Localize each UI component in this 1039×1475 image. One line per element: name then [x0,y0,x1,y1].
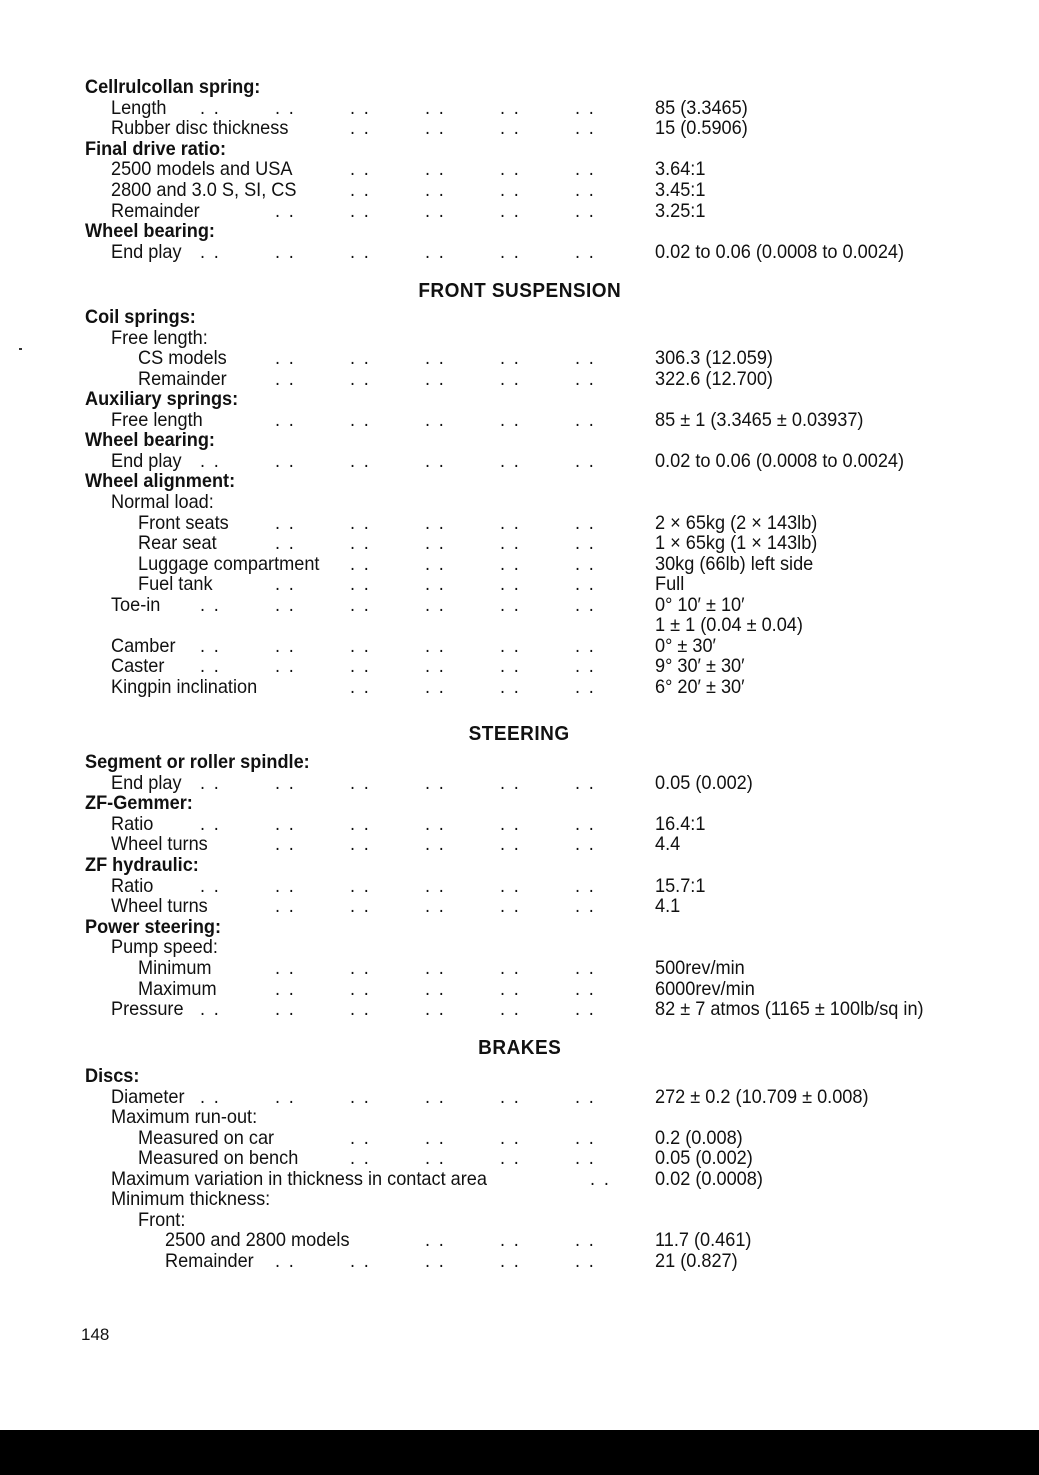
spec-value: 272 ± 0.2 (10.709 ± 0.008) [654,1085,869,1108]
dot-leader: . . [424,199,446,222]
dot-leader: . . [274,655,296,678]
dot-leader: . . [574,199,596,222]
scan-border-bar [0,1430,1039,1475]
spec-value: 306.3 (12.059) [654,347,773,370]
dot-leader: . . [349,1147,371,1169]
dot-leader: . . [499,199,521,222]
spec-row [0,1128,966,1149]
spec-row [0,98,966,119]
dot-leader: . . [424,96,446,119]
dot-leader: . . [574,449,596,472]
spec-label: Free length: [110,326,208,349]
spec-row [0,180,966,201]
spec-value: 11.7 (0.461) [654,1229,752,1251]
spec-label: Fuel tank [137,573,213,596]
spec-heading: Power steering: [84,915,222,938]
dot-leader: . . [424,634,446,657]
dot-leader: . . [499,511,521,534]
dot-leader: . . [274,449,296,472]
spec-label: Rubber disc thickness [110,117,289,140]
spec-value: 0.05 (0.002) [654,1147,753,1169]
spec-value: 322.6 (12.700) [654,367,773,390]
page-number: 148 [81,1325,110,1344]
spec-label: 2800 and 3.0 S, SI, CS [110,179,297,201]
dot-leader: . . [424,408,446,431]
spec-value: 500rev/min [654,957,745,979]
spec-value: 1 ± 1 (0.04 ± 0.04) [654,614,803,637]
dot-leader: . . [274,977,296,1000]
dot-leader: . . [274,812,296,835]
dot-leader: . . [574,573,596,596]
spec-row [0,834,966,855]
spec-row [0,1169,966,1190]
spec-row [0,574,966,595]
dot-leader: . . [274,874,296,897]
spec-heading-row [0,77,966,98]
spec-row [0,159,966,180]
dot-leader: . . [574,1147,596,1169]
spec-row [0,348,966,369]
spec-heading-row [0,221,966,242]
dot-leader: . . [574,895,596,918]
spec-row [0,513,966,534]
dot-leader: . . [574,771,596,794]
spec-heading: ZF hydraulic: [84,854,199,876]
spec-heading: Discs: [84,1065,140,1087]
dot-leader: . . [499,449,521,472]
spec-heading-row [0,471,966,492]
spec-row [0,814,966,835]
dot-leader: . . [499,1126,521,1149]
dot-leader: . . [349,96,371,119]
spec-row [0,1210,966,1231]
dot-leader: . . [499,977,521,1000]
dot-leader: . . [274,1249,296,1272]
dot-leader: . . [274,957,296,979]
spec-heading-row [0,917,966,938]
spec-row [0,773,966,794]
spec-label: Caster [110,655,165,678]
spec-row [0,896,966,917]
dot-leader: . . [499,240,521,263]
dot-leader: . . [274,998,296,1021]
spec-heading: ZF-Gemmer: [84,792,193,815]
spec-row [0,876,966,897]
dot-leader: . . [574,367,596,390]
spec-label: 2500 and 2800 models [164,1229,350,1251]
dot-leader: . . [274,573,296,596]
spec-row [0,533,966,554]
dot-leader: . . [574,675,596,698]
dot-leader: . . [274,408,296,431]
dot-leader: . . [499,874,521,897]
spec-row [0,615,966,636]
spec-label: End play [110,240,182,263]
spec-value: 0.05 (0.002) [654,771,753,794]
dot-leader: . . [349,449,371,472]
section-title-steering: STEERING [469,723,570,745]
dot-leader: . . [424,895,446,918]
dot-leader: . . [574,1229,596,1251]
spec-value: 30kg (66lb) left side [654,552,814,575]
spec-label: Luggage compartment [137,552,320,575]
dot-leader: . . [424,675,446,698]
section-title-front-suspension: FRONT SUSPENSION [418,280,621,302]
spec-heading-row [0,793,966,814]
dot-leader: . . [424,1249,446,1272]
dot-leader: . . [499,1229,521,1251]
spec-label: Minimum thickness: [110,1188,271,1210]
spec-heading-row [0,430,966,451]
spec-value: 1 × 65kg (1 × 143lb) [654,532,818,555]
spec-heading: Wheel alignment: [84,470,236,493]
spec-row [0,1251,966,1272]
dot-leader: . . [274,367,296,390]
dot-leader: . . [424,158,446,181]
dot-leader: . . [574,96,596,119]
spec-value: 0.02 to 0.06 (0.0008 to 0.0024) [654,449,905,472]
dot-leader: . . [574,1249,596,1272]
spec-value: 0.02 (0.0008) [654,1167,763,1190]
dot-leader: . . [499,833,521,856]
dot-leader: . . [424,240,446,263]
spec-label: Measured on car [137,1126,275,1149]
dot-leader: . . [424,812,446,835]
spec-row [0,1189,966,1210]
spec-row [0,451,966,472]
dot-leader: . . [499,117,521,140]
spec-value: 9° 30′ ± 30′ [654,655,745,678]
spec-value: 0° ± 30′ [654,634,716,657]
dot-leader: . . [199,998,221,1021]
spec-label: Maximum run-out: [110,1106,258,1128]
spec-row [0,554,966,575]
dot-leader: . . [424,511,446,534]
dot-leader: . . [349,573,371,596]
spec-heading-row [0,389,966,410]
dot-leader: . . [274,895,296,918]
spec-label: Camber [110,634,176,657]
dot-leader: . . [424,1147,446,1169]
dot-leader: . . [574,977,596,1000]
dot-leader: . . [574,240,596,263]
spec-label: End play [110,449,182,472]
spec-row [0,958,966,979]
spec-value: 15.7:1 [654,874,706,897]
dot-leader: . . [424,117,446,140]
dot-leader: . . [349,957,371,979]
dot-leader: . . [349,1126,371,1149]
dot-leader: . . [199,593,221,616]
spec-value: Full [654,573,685,596]
spec-label: Normal load: [110,490,214,513]
dot-leader: . . [424,552,446,575]
spec-label: Measured on bench [137,1147,299,1169]
spec-value: 16.4:1 [654,812,706,835]
spec-value: 82 ± 7 atmos (1165 ± 100lb/sq in) [654,998,924,1021]
dot-leader: . . [499,998,521,1021]
dot-leader: . . [349,179,371,201]
dot-leader: . . [274,347,296,370]
dot-leader: . . [199,634,221,657]
dot-leader: . . [349,675,371,698]
dot-leader: . . [499,347,521,370]
dot-leader: . . [349,1085,371,1108]
dot-leader: . . [574,634,596,657]
dot-leader: . . [574,347,596,370]
spec-label: Front: [137,1208,186,1231]
spec-value: 85 (3.3465) [654,96,748,119]
spec-heading: Coil springs: [84,306,196,328]
dot-leader: . . [349,532,371,555]
spec-row [0,1087,966,1108]
dot-leader: . . [349,655,371,678]
dot-leader: . . [574,408,596,431]
dot-leader: . . [574,1126,596,1149]
dot-leader: . . [574,1085,596,1108]
dot-leader: . . [349,874,371,897]
spec-label: Length [110,96,167,119]
dot-leader: . . [424,532,446,555]
spec-row [0,979,966,1000]
spec-row [0,328,966,349]
spec-label: Remainder [164,1249,254,1272]
dot-leader: . . [574,833,596,856]
dot-leader: . . [574,179,596,201]
dot-leader: . . [499,532,521,555]
dot-leader: . . [499,1085,521,1108]
dot-leader: . . [199,449,221,472]
dot-leader: . . [274,96,296,119]
dot-leader: . . [274,833,296,856]
spec-label: Remainder [137,367,227,390]
dot-leader: . . [199,655,221,678]
spec-value: 4.4 [654,833,681,856]
dot-leader: . . [424,977,446,1000]
dot-leader: . . [424,771,446,794]
dot-leader: . . [424,655,446,678]
spec-label: Wheel turns [110,895,208,918]
spec-label: Front seats [137,511,229,534]
dot-leader: . . [574,552,596,575]
dot-leader: . . [349,199,371,222]
dot-leader: . . [349,977,371,1000]
spec-row [0,1230,966,1251]
spec-value: 4.1 [654,895,681,918]
spec-heading: Auxiliary springs: [84,388,239,411]
dot-leader: . . [424,957,446,979]
spec-row [0,656,966,677]
dot-leader: . . [424,593,446,616]
spec-label: Ratio [110,874,154,897]
spec-row [0,410,966,431]
dot-leader: . . [424,367,446,390]
dot-leader: . . [499,593,521,616]
dot-leader: . . [499,1147,521,1169]
dot-leader: . . [590,1167,611,1190]
dot-leader: . . [424,573,446,596]
dot-leader: . . [349,895,371,918]
spec-label: Free length [110,408,203,431]
spec-heading-row [0,855,966,876]
dot-leader: . . [424,347,446,370]
dot-leader: . . [349,347,371,370]
dot-leader: . . [349,552,371,575]
dot-leader: . . [574,655,596,678]
spec-heading: Segment or roller spindle: [84,751,310,773]
spec-heading-row [0,752,966,773]
spec-heading-row [0,1066,966,1087]
dot-leader: . . [274,199,296,222]
dot-leader: . . [574,117,596,140]
spec-label: Pressure [110,998,184,1021]
spec-value: 2 × 65kg (2 × 143lb) [654,511,818,534]
dot-leader: . . [274,634,296,657]
dot-leader: . . [274,240,296,263]
spec-row [0,242,966,263]
dot-leader: . . [424,1085,446,1108]
spec-heading-row [0,139,966,160]
dot-leader: . . [274,1085,296,1108]
dot-leader: . . [499,408,521,431]
spec-value: 85 ± 1 (3.3465 ± 0.03937) [654,408,864,431]
spec-label: End play [110,771,182,794]
dot-leader: . . [499,1249,521,1272]
spec-value: 3.25:1 [654,199,706,222]
spec-row [0,677,966,698]
dot-leader: . . [199,771,221,794]
spec-value: 0.02 to 0.06 (0.0008 to 0.0024) [654,240,905,263]
dot-leader: . . [499,96,521,119]
spec-label: Toe-in [110,593,161,616]
spec-value: 0° 10′ ± 10′ [654,593,745,616]
section-title-brakes: BRAKES [477,1037,562,1059]
dot-leader: . . [349,367,371,390]
spec-row [0,1107,966,1128]
spec-value: 15 (0.5906) [654,117,748,140]
spec-row [0,369,966,390]
dot-leader: . . [574,812,596,835]
spec-value: 6000rev/min [654,977,755,1000]
dot-leader: . . [499,957,521,979]
dot-leader: . . [424,449,446,472]
spec-row [0,201,966,222]
spec-value: 3.64:1 [654,158,706,181]
dot-leader: . . [499,552,521,575]
spec-label: Minimum [137,957,212,979]
spec-label: 2500 models and USA [110,158,293,181]
dot-leader: . . [499,675,521,698]
spec-heading: Wheel bearing: [84,429,215,452]
spec-label: Maximum [137,977,217,1000]
dot-leader: . . [349,511,371,534]
dot-leader: . . [349,812,371,835]
dot-leader: . . [199,812,221,835]
dot-leader: . . [349,771,371,794]
dot-leader: . . [424,179,446,201]
spec-row [0,999,966,1020]
dot-leader: . . [349,998,371,1021]
dot-leader: . . [349,634,371,657]
dot-leader: . . [499,158,521,181]
dot-leader: . . [424,1126,446,1149]
dot-leader: . . [274,532,296,555]
spec-label: CS models [137,347,227,370]
spec-row [0,118,966,139]
spec-value: 6° 20′ ± 30′ [654,675,745,698]
dot-leader: . . [199,96,221,119]
dot-leader: . . [499,634,521,657]
dot-leader: . . [574,511,596,534]
dot-leader: . . [424,998,446,1021]
spec-value: 0.2 (0.008) [654,1126,743,1149]
spec-label: Rear seat [137,532,217,555]
dot-leader: . . [274,771,296,794]
dot-leader: . . [424,833,446,856]
dot-leader: . . [574,874,596,897]
dot-leader: . . [199,240,221,263]
spec-value: 3.45:1 [654,179,706,201]
spec-heading: Final drive ratio: [84,137,227,160]
dot-leader: . . [574,998,596,1021]
spec-label: Maximum variation in thickness in contact area [110,1167,487,1190]
dot-leader: . . [574,532,596,555]
dot-leader: . . [424,1229,446,1251]
dot-leader: . . [574,158,596,181]
spec-row [0,492,966,513]
dot-leader: . . [499,771,521,794]
spec-label: Wheel turns [110,833,208,856]
dot-leader: . . [499,812,521,835]
spec-label: Diameter [110,1085,185,1108]
spec-heading: Cellrulcollan spring: [84,76,261,98]
dot-leader: . . [349,158,371,181]
spec-row [0,636,966,657]
dot-leader: . . [574,593,596,616]
spec-label: Kingpin inclination [110,675,258,698]
dot-leader: . . [499,895,521,918]
dot-leader: . . [499,655,521,678]
spec-label: Pump speed: [110,936,218,959]
spec-row [0,595,966,616]
spec-label: Ratio [110,812,154,835]
spec-row [0,937,966,958]
dot-leader: . . [274,593,296,616]
spec-value: 21 (0.827) [654,1249,738,1272]
dot-leader: . . [274,511,296,534]
dot-leader: . . [499,179,521,201]
dot-leader: . . [349,117,371,140]
dot-leader: . . [349,833,371,856]
dot-leader: . . [199,874,221,897]
dot-leader: . . [499,573,521,596]
dot-leader: . . [499,367,521,390]
spec-heading-row [0,307,966,328]
spec-label: Remainder [110,199,200,222]
dot-leader: . . [199,1085,221,1108]
dot-leader: . . [349,240,371,263]
dot-leader: . . [424,874,446,897]
spec-row [0,1148,966,1169]
dot-leader: . . [349,593,371,616]
dot-leader: . . [349,1249,371,1272]
dot-leader: . . [349,408,371,431]
dot-leader: . . [574,957,596,979]
spec-heading: Wheel bearing: [84,220,215,243]
